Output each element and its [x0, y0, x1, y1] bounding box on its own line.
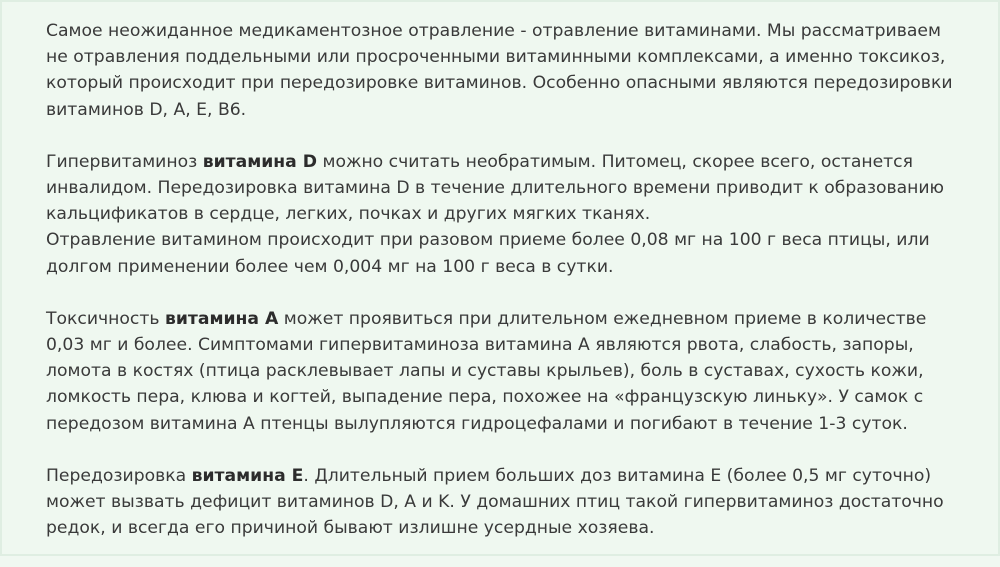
text-span: витаминов D, A, E, B6.	[46, 99, 247, 120]
text-line	[46, 18, 986, 44]
article-text	[46, 18, 986, 567]
text-line	[46, 97, 986, 123]
bold-term: витамина E	[191, 465, 304, 486]
paragraph-vitamin-intro	[46, 18, 986, 123]
text-span: ломкость пера, клюва и когтей, выпадение пера, похожее на «французскую линьку». У самок с	[46, 387, 924, 408]
text-line	[46, 489, 986, 515]
text-line	[46, 463, 986, 489]
text-line	[46, 358, 986, 384]
text-line	[46, 254, 986, 280]
text-line	[46, 411, 986, 437]
bold-term: витамина A	[164, 308, 279, 329]
text-span: Токсичность	[46, 308, 165, 329]
text-span: передозом витамина A птенцы вылупляются гидроцефалами и погибают в течение 1-3 суток.	[46, 413, 908, 434]
text-line	[46, 70, 986, 96]
text-span: может проявиться при длительном ежедневном приеме в количестве	[278, 308, 927, 329]
paragraph-vitamin-d	[46, 149, 986, 280]
text-span: который происходит при передозировке витаминов. Особенно опасными являются передозировки	[46, 73, 953, 94]
text-span: кальцификатов в сердце, легких, почках и других мягких тканях.	[46, 204, 651, 225]
text-span: может вызвать дефицит витаминов D, A и K. У домашних птиц такой гипервитаминоз достаточно	[46, 492, 944, 513]
text-span: 0,03 мг и более. Симптомами гипервитаминоза витамина A являются рвота, слабость, запоры,	[46, 335, 914, 356]
paragraph-vitamin-a	[46, 306, 986, 437]
text-span: Передозировка	[46, 465, 192, 486]
text-span: . Длительный прием больших доз витамина E (более 0,5 мг суточно)	[303, 465, 932, 486]
text-line	[46, 227, 986, 253]
text-span: ломота в костях (птица расклевывает лапы и суставы крыльев), боль в суставах, сухость кожи,	[46, 361, 924, 382]
text-span: редок, и всегда его причиной бывают излишне усердные хозяева.	[46, 518, 655, 539]
paragraph-vitamin-e	[46, 463, 986, 542]
text-span: долгом применении более чем 0,004 мг на 100 г веса в сутки.	[46, 256, 614, 277]
text-line	[46, 175, 986, 201]
text-span: не отравления поддельными или просроченными витаминными комплексами, а именно токсикоз,	[46, 47, 946, 68]
text-span: Гипервитаминоз	[46, 151, 203, 172]
text-line	[46, 149, 986, 175]
text-span: Отравление витамином происходит при разовом приеме более 0,08 мг на 100 г веса птицы, или	[46, 230, 930, 251]
text-line	[46, 515, 986, 541]
text-span: Самое неожиданное медикаментозное отравление - отравление витаминами. Мы рассматриваем	[46, 21, 941, 41]
text-line	[46, 44, 986, 70]
text-span: инвалидом. Передозировка витамина D в течение длительного времени приводит к образованию	[46, 178, 945, 199]
bold-term: витамина D	[202, 151, 318, 172]
text-line	[46, 384, 986, 410]
text-line	[46, 332, 986, 358]
text-line	[46, 201, 986, 227]
text-line	[46, 306, 986, 332]
text-span: можно считать необратимым. Питомец, скорее всего, останется	[317, 151, 913, 172]
